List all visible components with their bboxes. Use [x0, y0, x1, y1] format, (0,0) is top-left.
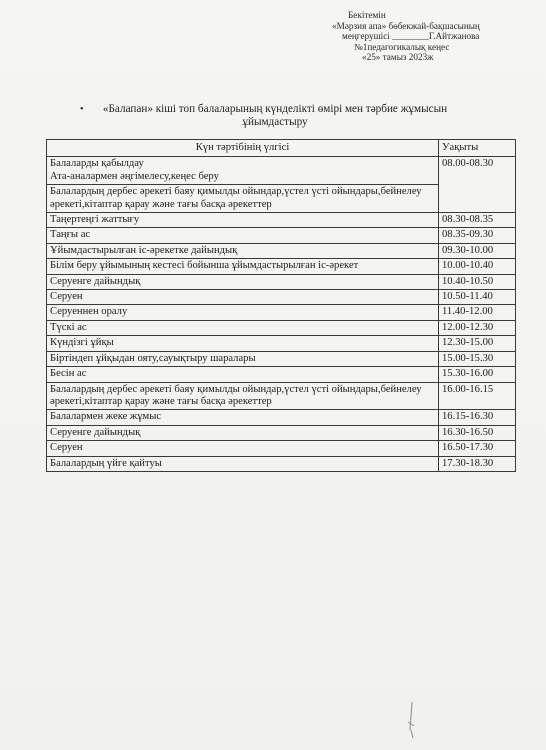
time-cell: 10.40-10.50	[439, 274, 516, 289]
activity-cell: Серуен	[47, 290, 439, 305]
time-cell: 12.00-12.30	[439, 320, 516, 335]
table-row	[47, 243, 516, 258]
approval-line-council: №1педагогикалық кеңес	[354, 41, 450, 52]
table-header-row	[47, 140, 516, 157]
table-row	[47, 441, 516, 456]
activity-cell: Біртіндеп ұйқыдан ояту,сауықтыру шаралары	[47, 351, 439, 366]
time-cell: 08.35-09.30	[439, 228, 516, 243]
activity-cell: Балалардың дербес әрекеті баяу қимылды ойындар,үстел үсті ойындары,бейнелеу әрекеті,кітаптар қарау және тағы басқа әрекеттер	[47, 382, 439, 410]
table-row	[47, 290, 516, 305]
activity-cell: Балалардың үйге қайтуы	[47, 456, 439, 471]
activity-cell: Серуен	[47, 441, 439, 456]
title-bullet: •	[80, 104, 84, 115]
approval-line-approve: Бекітемін	[348, 10, 386, 20]
table-row	[47, 228, 516, 243]
activity-cell: Балалардың дербес әрекеті баяу қимылды ойындар,үстел үсті ойындары,бейнелеу әрекеті,кітаптар қарау және тағы басқа әрекеттер	[47, 185, 439, 213]
activity-cell: Түскі ас	[47, 320, 439, 335]
time-cell: 17.30-18.30	[439, 456, 516, 471]
time-cell: 16.30-16.50	[439, 425, 516, 440]
activity-cell: Серуеннен оралу	[47, 305, 439, 320]
activity-cell: Таңғы ас	[47, 228, 439, 243]
table-row	[47, 410, 516, 425]
time-cell: 15.30-16.00	[439, 367, 516, 382]
table-row	[47, 259, 516, 274]
table-row	[47, 425, 516, 440]
table-row	[47, 305, 516, 320]
time-cell: 16.15-16.30	[439, 410, 516, 425]
activity-cell: Таңертеңгі жаттығу	[47, 213, 439, 228]
activity-cell: Ұйымдастырылған іс-әрекетке дайындық	[47, 243, 439, 258]
pen-mark-icon	[400, 700, 424, 740]
table-row	[47, 213, 516, 228]
activity-text: Ата-аналармен әңгімелесу,кеңес беру	[50, 170, 219, 182]
activity-cell: Бесін ас	[47, 367, 439, 382]
time-cell: 11.40-12.00	[439, 305, 516, 320]
document-title	[70, 103, 480, 129]
activity-cell: Серуенге дайындық	[47, 274, 439, 289]
table-row	[47, 320, 516, 335]
time-cell: 16.50-17.30	[439, 441, 516, 456]
daily-schedule-table	[46, 139, 516, 472]
title-text: «Балапан» кіші топ балаларының күнделікті өмірі мен тәрбие жұмысын ұйымдастыру	[102, 103, 448, 128]
header-time: Уақыты	[439, 140, 516, 157]
table-row	[47, 351, 516, 366]
time-cell: 15.00-15.30	[439, 351, 516, 366]
time-cell: 09.30-10.00	[439, 243, 516, 258]
table-row	[47, 367, 516, 382]
activity-cell: Балалармен жеке жұмыс	[47, 410, 439, 425]
activity-cell: Күндізгі ұйқы	[47, 336, 439, 351]
table-row	[47, 157, 516, 185]
time-cell: 12.30-15.00	[439, 336, 516, 351]
approval-line-date: «25» тамыз 2023ж	[362, 52, 434, 63]
time-cell: 08.30-08.35	[439, 213, 516, 228]
table-row	[47, 456, 516, 471]
time-cell: 10.50-11.40	[439, 290, 516, 305]
approval-line-head: меңгерушісі ________Г.Айтжанова	[342, 31, 480, 42]
header-activity: Күн тәртібінің үлгісі	[47, 140, 439, 157]
approval-line-institution: «Мәрзия апа» бөбекжай-бақшасының	[332, 20, 480, 31]
activity-cell	[47, 157, 439, 185]
approval-stamp-block	[326, 10, 526, 63]
time-cell: 08.00-08.30	[439, 157, 516, 213]
activity-text: Балаларды қабылдау	[50, 158, 144, 170]
activity-cell: Серуенге дайындық	[47, 425, 439, 440]
table-row	[47, 382, 516, 410]
time-cell: 16.00-16.15	[439, 382, 516, 410]
table-row	[47, 336, 516, 351]
activity-cell: Білім беру ұйымының кестесі бойынша ұйымдастырылған іс-әрекет	[47, 259, 439, 274]
table-row	[47, 274, 516, 289]
time-cell: 10.00-10.40	[439, 259, 516, 274]
